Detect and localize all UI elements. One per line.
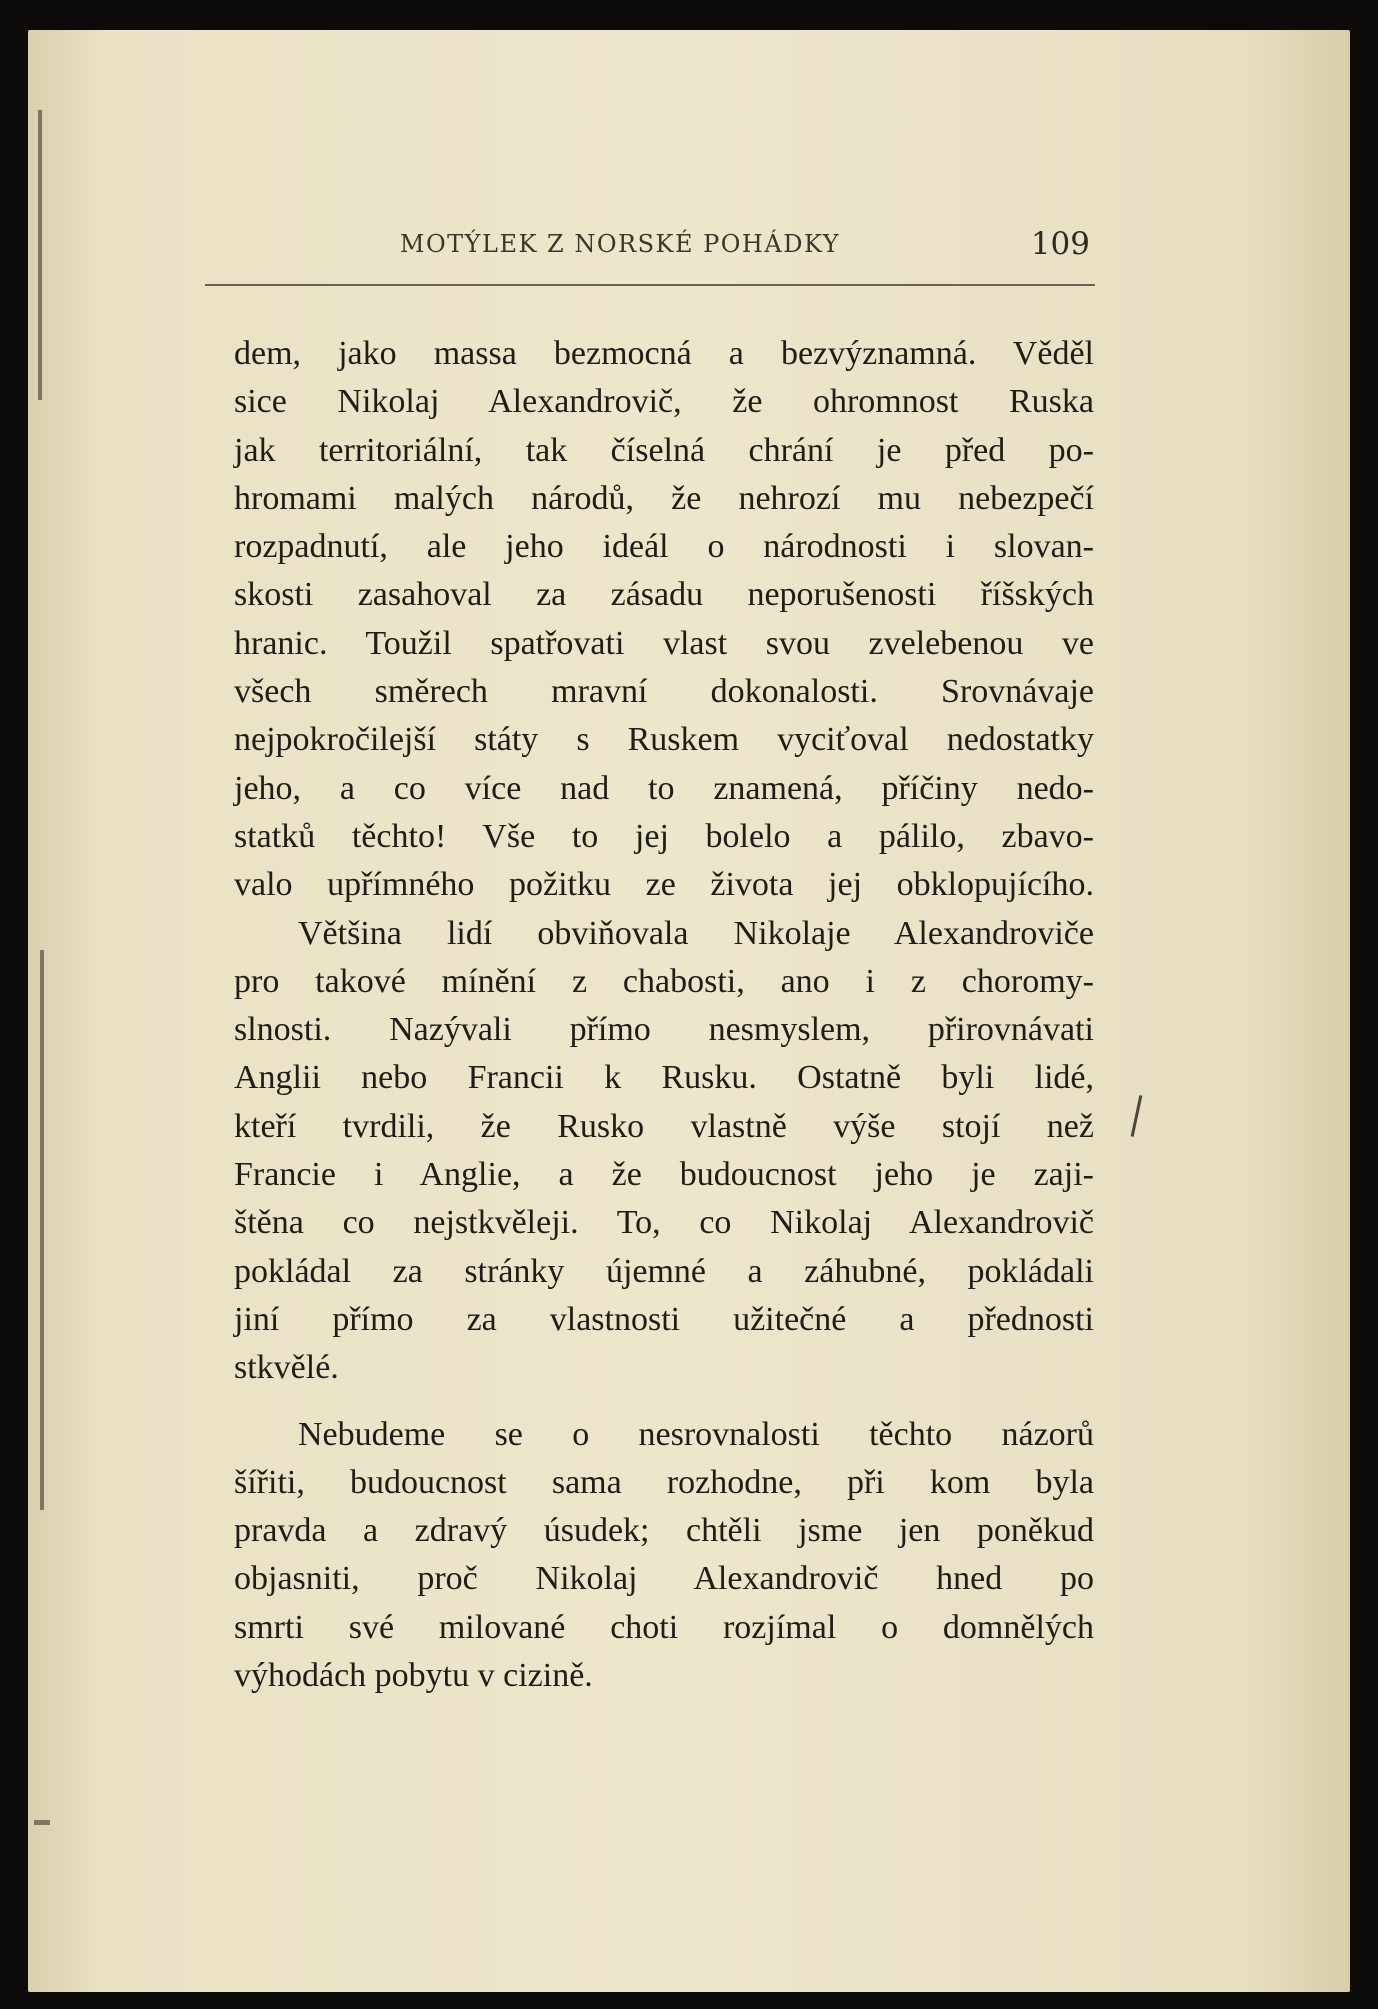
text-line: pravda a zdravý úsudek; chtěli jsme jen poněkud (234, 1512, 1094, 1550)
text-line: dem, jako massa bezmocná a bezvýznamná. Věděl (234, 335, 1094, 372)
text-line: sice Nikolaj Alexandrovič, že ohromnost Ruska (234, 383, 1094, 421)
page-number: 109 (1030, 226, 1090, 262)
text-line: štěna co nejstkvěleji. To, co Nikolaj Alexandrovič (234, 1204, 1094, 1242)
text-line: Francie i Anglie, a že budoucnost jeho je zaji- (234, 1156, 1094, 1194)
binding-margin-mark (34, 1820, 50, 1825)
text-line: smrti své milované choti rozjímal o domnělých (234, 1608, 1094, 1646)
text-line: stkvělé. (234, 1349, 339, 1387)
text-line: všech směrech mravní dokonalosti. Srovnávaje (234, 673, 1094, 711)
binding-margin-mark (38, 110, 42, 400)
text-line: jiní přímo za vlastnosti užitečné a přednosti (234, 1300, 1094, 1338)
binding-margin-mark (40, 950, 44, 1510)
text-line: slnosti. Nazývali přímo nesmyslem, přirovnávati (234, 1011, 1094, 1049)
text-line: jak territoriální, tak číselná chrání je před po- (234, 431, 1094, 469)
text-line: pokládal za stránky újemné a záhubné, pokládali (234, 1252, 1094, 1290)
text-line: šířiti, budoucnost sama rozhodne, při kom byla (234, 1463, 1094, 1501)
text-line: kteří tvrdili, že Rusko vlastně výše stojí než (234, 1107, 1094, 1145)
text-line: pro takové mínění z chabosti, ano i z choromy- (234, 962, 1094, 1000)
text-line: jeho, a co více nad to znamená, příčiny nedo- (234, 769, 1094, 807)
text-line: objasniti, proč Nikolaj Alexandrovič hned po (234, 1560, 1094, 1598)
text-line: Většina lidí obviňovala Nikolaje Alexandroviče (298, 914, 1094, 952)
text-line: statků těchto! Vše to jej bolelo a pálilo, zbavo- (234, 817, 1094, 855)
text-line: valo upřímného požitku ze života jej obklopujícího. (234, 866, 1094, 904)
body-text (234, 330, 1094, 1700)
text-line: Anglii nebo Francii k Rusku. Ostatně byli lidé, (234, 1059, 1094, 1097)
page-header (210, 224, 1090, 268)
text-line: nejpokročilejší státy s Ruskem vyciťoval nedostatky (234, 721, 1094, 759)
header-rule (205, 284, 1095, 286)
text-line: výhodách pobytu v cizině. (234, 1657, 593, 1695)
text-line: skosti zasahoval za zásadu neporušenosti říšských (234, 576, 1094, 614)
text-line: hromami malých národů, že nehrozí mu nebezpečí (234, 479, 1094, 517)
text-line: hranic. Toužil spatřovati vlast svou zvelebenou ve (234, 624, 1094, 662)
text-line: rozpadnutí, ale jeho ideál o národnosti i slovan- (234, 528, 1094, 566)
running-title: MOTÝLEK Z NORSKÉ POHÁDKY (399, 230, 841, 258)
text-line: Nebudeme se o nesrovnalosti těchto názorů (298, 1415, 1094, 1453)
